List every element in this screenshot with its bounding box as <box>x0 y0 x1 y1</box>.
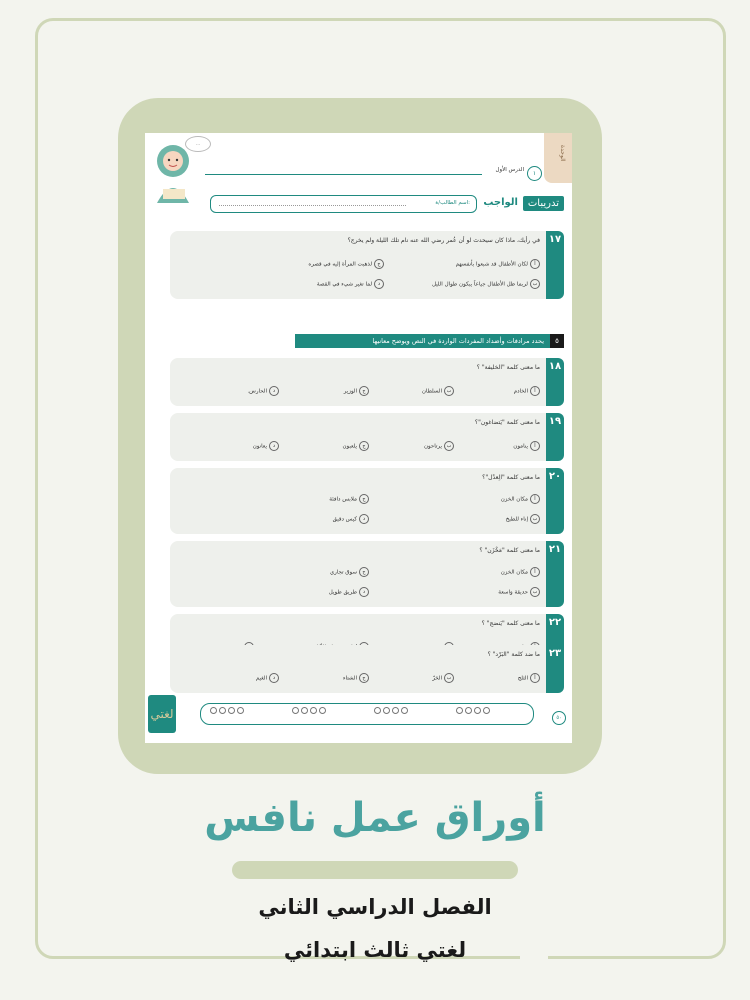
lesson-label: الدرس الأول <box>495 167 524 173</box>
question-number: ٢٠ <box>546 468 564 534</box>
option-a[interactable]: أمكان الخزن <box>501 567 540 577</box>
name-field-label: اسم الطالب/ة: <box>435 200 470 206</box>
name-field-line <box>219 205 406 206</box>
question-text: ما معنى كلمة "الِعدْل"؟ <box>482 474 540 481</box>
option-b[interactable]: بحديقة واسعة <box>498 587 540 597</box>
option-d[interactable]: دالحارس. <box>247 386 279 396</box>
question-text: في رأيك، ماذا كان سيحدث لو أن عُمر رضي الله عنه نام تلك الليلة ولم يخرج؟ <box>347 237 540 244</box>
question-17 <box>170 231 564 299</box>
question-number: ١٧ <box>546 231 564 299</box>
question-text: ما معنى كلمة "مَخْزَن" ؟ <box>479 547 540 554</box>
page-subtitle: الواجب <box>483 197 518 208</box>
option-c[interactable]: جملابس دافئة <box>329 494 369 504</box>
question-number: ٢٢ <box>546 614 564 662</box>
unit-tab <box>544 133 572 183</box>
decorative-pill <box>232 861 518 879</box>
option-b[interactable]: بالسلطان <box>422 386 454 396</box>
cover-subtitle-grade: لغتي ثالث ابتدائي <box>283 938 467 962</box>
question-23 <box>170 645 564 693</box>
option-c[interactable]: جالوزير <box>344 386 369 396</box>
option-b[interactable]: بلربما ظل الأطفال جياعاً يبكون طوال الليل <box>432 279 540 289</box>
option-c[interactable]: جالشتاء <box>343 673 369 683</box>
option-d[interactable]: ديعانون <box>253 441 279 451</box>
book-logo-icon: لغتي <box>148 695 176 733</box>
answer-group-2[interactable] <box>291 707 327 715</box>
section-number: ٥ <box>550 334 564 348</box>
cover-subtitle-semester: الفصل الدراسي الثاني <box>258 895 492 919</box>
worksheet-preview <box>145 133 572 743</box>
option-a[interactable]: ألكان الأطفال قد شبعوا بأنفسهم <box>456 259 540 269</box>
unit-label: الوحدة <box>559 145 566 162</box>
question-number: ١٩ <box>546 413 564 461</box>
question-number: ١٨ <box>546 358 564 406</box>
option-c[interactable]: جسوق تجاري <box>330 567 369 577</box>
option-d[interactable]: دطريق طويل <box>329 587 369 597</box>
cover-title: أوراق عمل نافس <box>204 795 546 841</box>
speech-bubble: ... <box>185 136 211 152</box>
question-19 <box>170 413 564 461</box>
option-b[interactable]: بإناء للطبخ <box>506 514 540 524</box>
lesson-divider <box>205 174 482 175</box>
answer-sheet-grid[interactable] <box>200 703 534 725</box>
section-heading: يحدد مرادفات وأضداد المفردات الواردة في النص ويوضح معانيها ٥ <box>295 334 564 348</box>
question-20 <box>170 468 564 534</box>
question-text: ما ضد كلمة "البَرْد" ؟ <box>487 651 540 658</box>
option-d[interactable]: دالغيم <box>256 673 279 683</box>
option-a[interactable]: أالثلج <box>518 673 540 683</box>
unit-number: ١ <box>527 166 542 181</box>
question-18 <box>170 358 564 406</box>
student-name-field[interactable] <box>210 195 477 213</box>
page-number: ٥٠ <box>552 711 566 725</box>
option-a[interactable]: أالخادم <box>514 386 540 396</box>
option-d[interactable]: دكيس دقيق <box>333 514 369 524</box>
page-title: تدريبات <box>523 196 564 211</box>
question-21 <box>170 541 564 607</box>
option-b[interactable]: بالحَرّ <box>432 673 454 683</box>
question-text: ما معنى كلمة "يَنضج" ؟ <box>481 620 540 627</box>
question-text: ما معنى كلمة "يَتضاغون"؟ <box>474 419 540 426</box>
question-number: ٢١ <box>546 541 564 607</box>
answer-group-1[interactable] <box>209 707 245 715</box>
question-number: ٢٣ <box>546 645 564 693</box>
option-a[interactable]: أينامون <box>513 441 540 451</box>
question-text: ما معنى كلمة "الخليفة" ؟ <box>476 364 540 371</box>
option-a[interactable]: أمكان الخزن <box>501 494 540 504</box>
option-d[interactable]: دلما تغير شيء في القصة <box>317 279 384 289</box>
answer-group-4[interactable] <box>455 707 491 715</box>
option-c[interactable]: جيلعبون <box>342 441 369 451</box>
option-b[interactable]: بيرتاحون <box>424 441 454 451</box>
option-c[interactable]: جلذهبت المرأة إليه في قصره <box>308 259 384 269</box>
answer-group-3[interactable] <box>373 707 409 715</box>
